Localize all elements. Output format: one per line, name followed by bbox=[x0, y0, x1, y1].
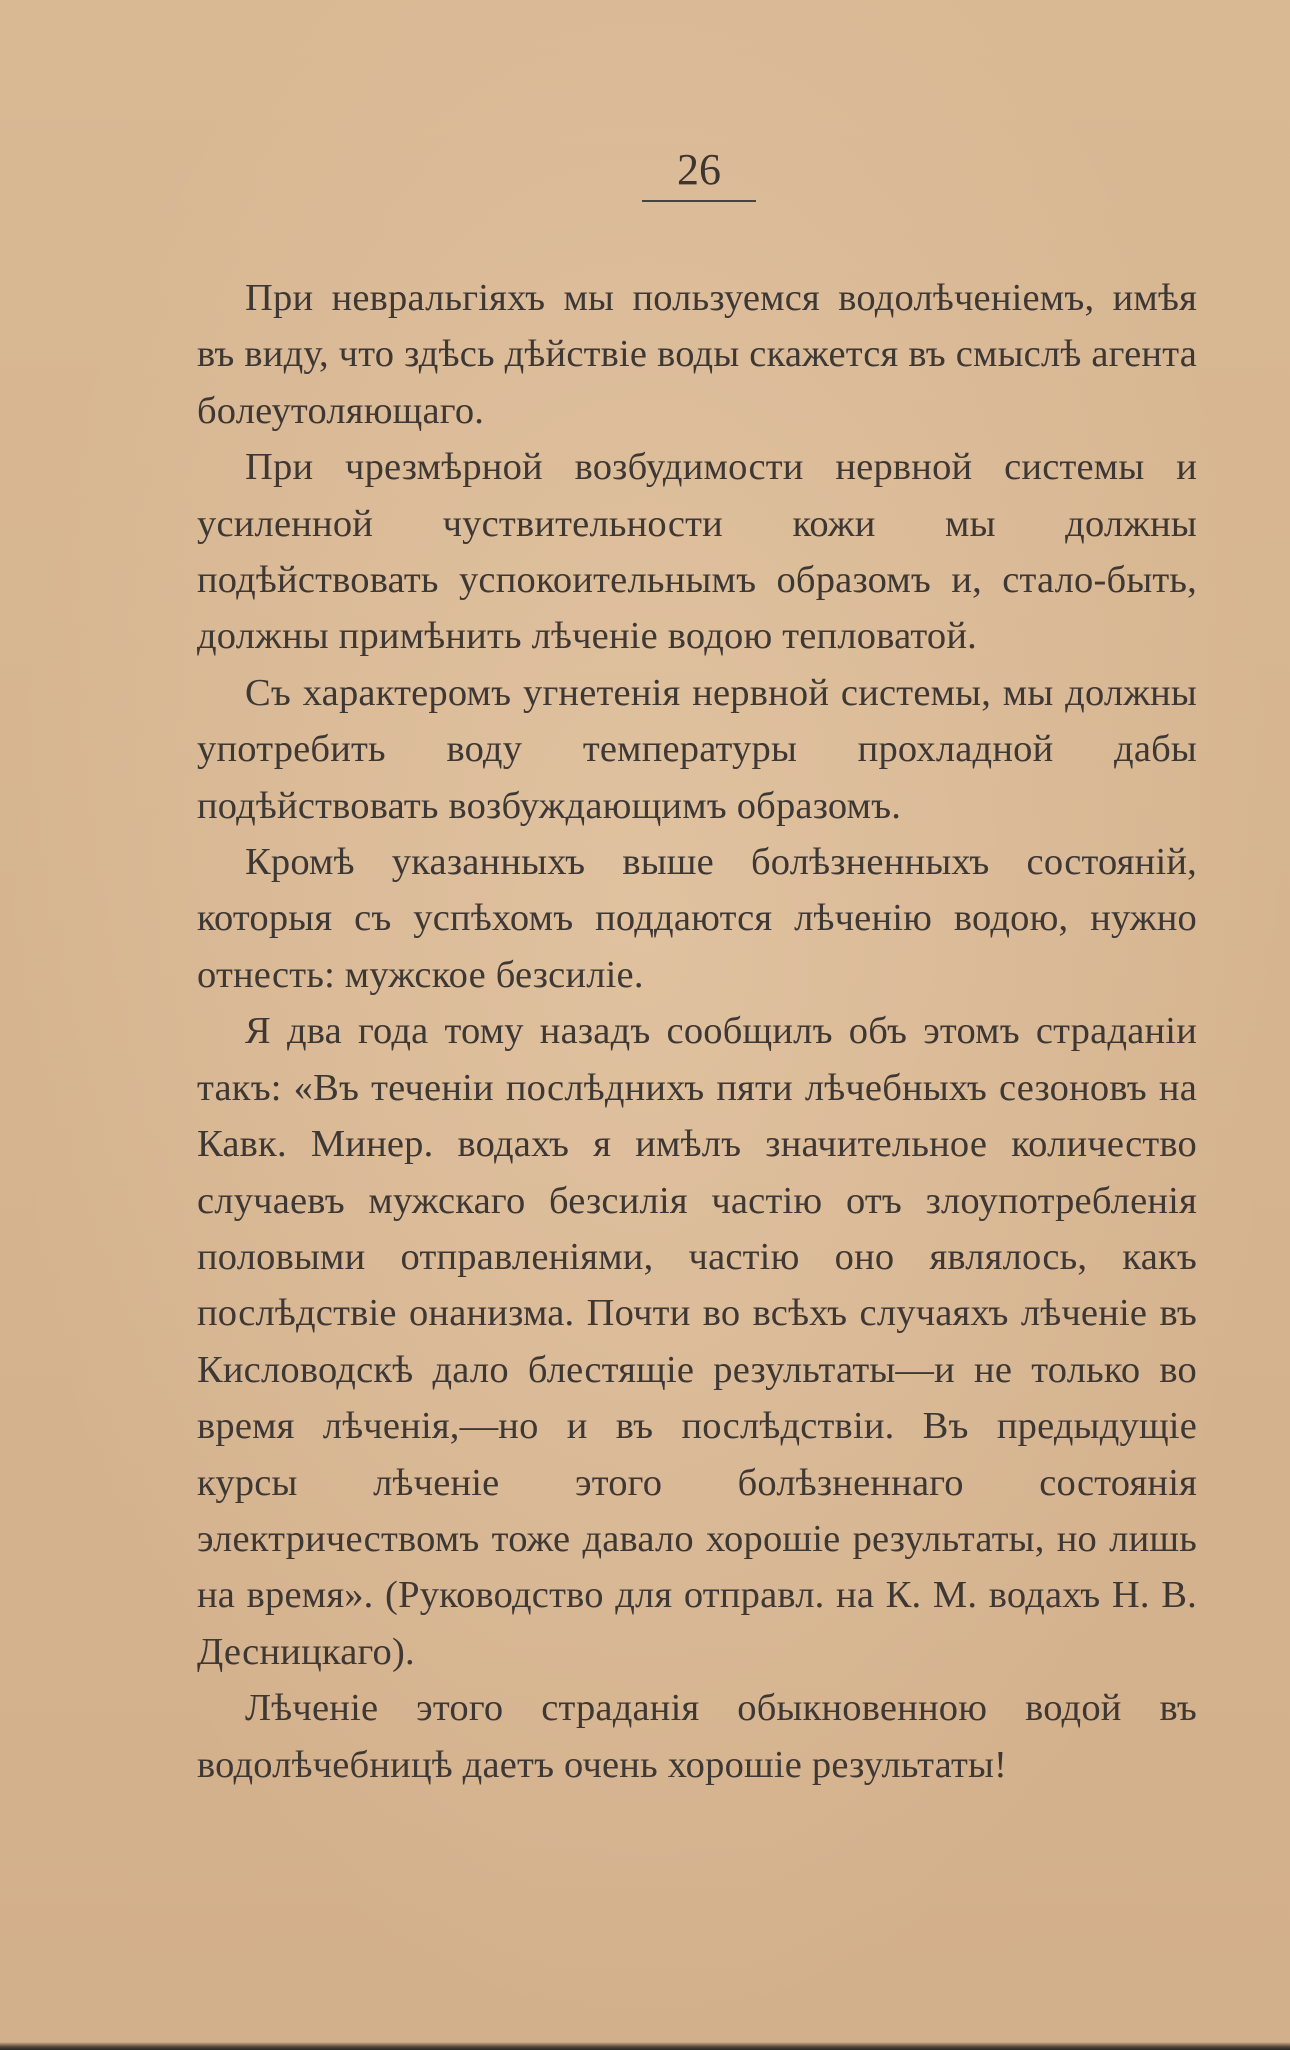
paragraph-neuralgia: При невральгіяхъ мы пользуемся водолѣченіемъ, имѣя въ виду, что здѣсь дѣйствіе воды скажется въ смыслѣ агента болеутоляющаго. bbox=[197, 277, 1197, 432]
paragraph-excitability: При чрезмѣрной возбудимости нервной системы и усиленной чуствительности кожи мы должны подѣйствовать успокоительнымъ образомъ и, стало-быть, должны примѣнить лѣченіе водою тепловатой. bbox=[197, 446, 1197, 658]
paragraph-conclusion: Лѣченіе этого страданія обыкновенною водой въ водолѣчебницѣ даетъ очень хорошіе результаты! bbox=[197, 1687, 1197, 1786]
paragraph-quotation: Я два года тому назадъ сообщилъ объ этомъ страданіи такъ: «Въ теченіи послѣднихъ пяти лѣчебныхъ сезоновъ на Кавк. Минер. водахъ я имѣлъ значительное количество случаевъ мужскаго безсилія частію отъ злоупотребленія половыми отправленіями, частію оно являлось, какъ послѣдствіе онанизма. Почти во всѣхъ случаяхъ лѣченіе въ Кисловодскѣ дало блестящіе результаты—и не только во время лѣченія,—но и въ послѣдствіи. Въ предыдущіе курсы лѣченіе этого болѣзненнаго состоянія электричествомъ тоже давало хорошіе результаты, но лишь на время». (Руководство для отправл. на К. М. водахъ Н. В. Десницкаго). bbox=[197, 1010, 1197, 1673]
page-number bbox=[0, 145, 1290, 194]
page-number-rule bbox=[642, 200, 756, 202]
page-bottom-edge bbox=[0, 2042, 1290, 2050]
paragraph-depression: Съ характеромъ угнетенія нервной системы, мы должны употребить воду температуры прохладной дабы подѣйствовать возбуждающимъ образомъ. bbox=[197, 671, 1197, 827]
page-number-text: 26 bbox=[677, 145, 721, 194]
paragraph-impotence: Кромѣ указанныхъ выше болѣзненныхъ состояній, которыя съ успѣхомъ поддаются лѣченію водою, нужно отнесть: мужское безсиліе. bbox=[197, 841, 1197, 996]
body-text bbox=[197, 270, 1197, 1793]
